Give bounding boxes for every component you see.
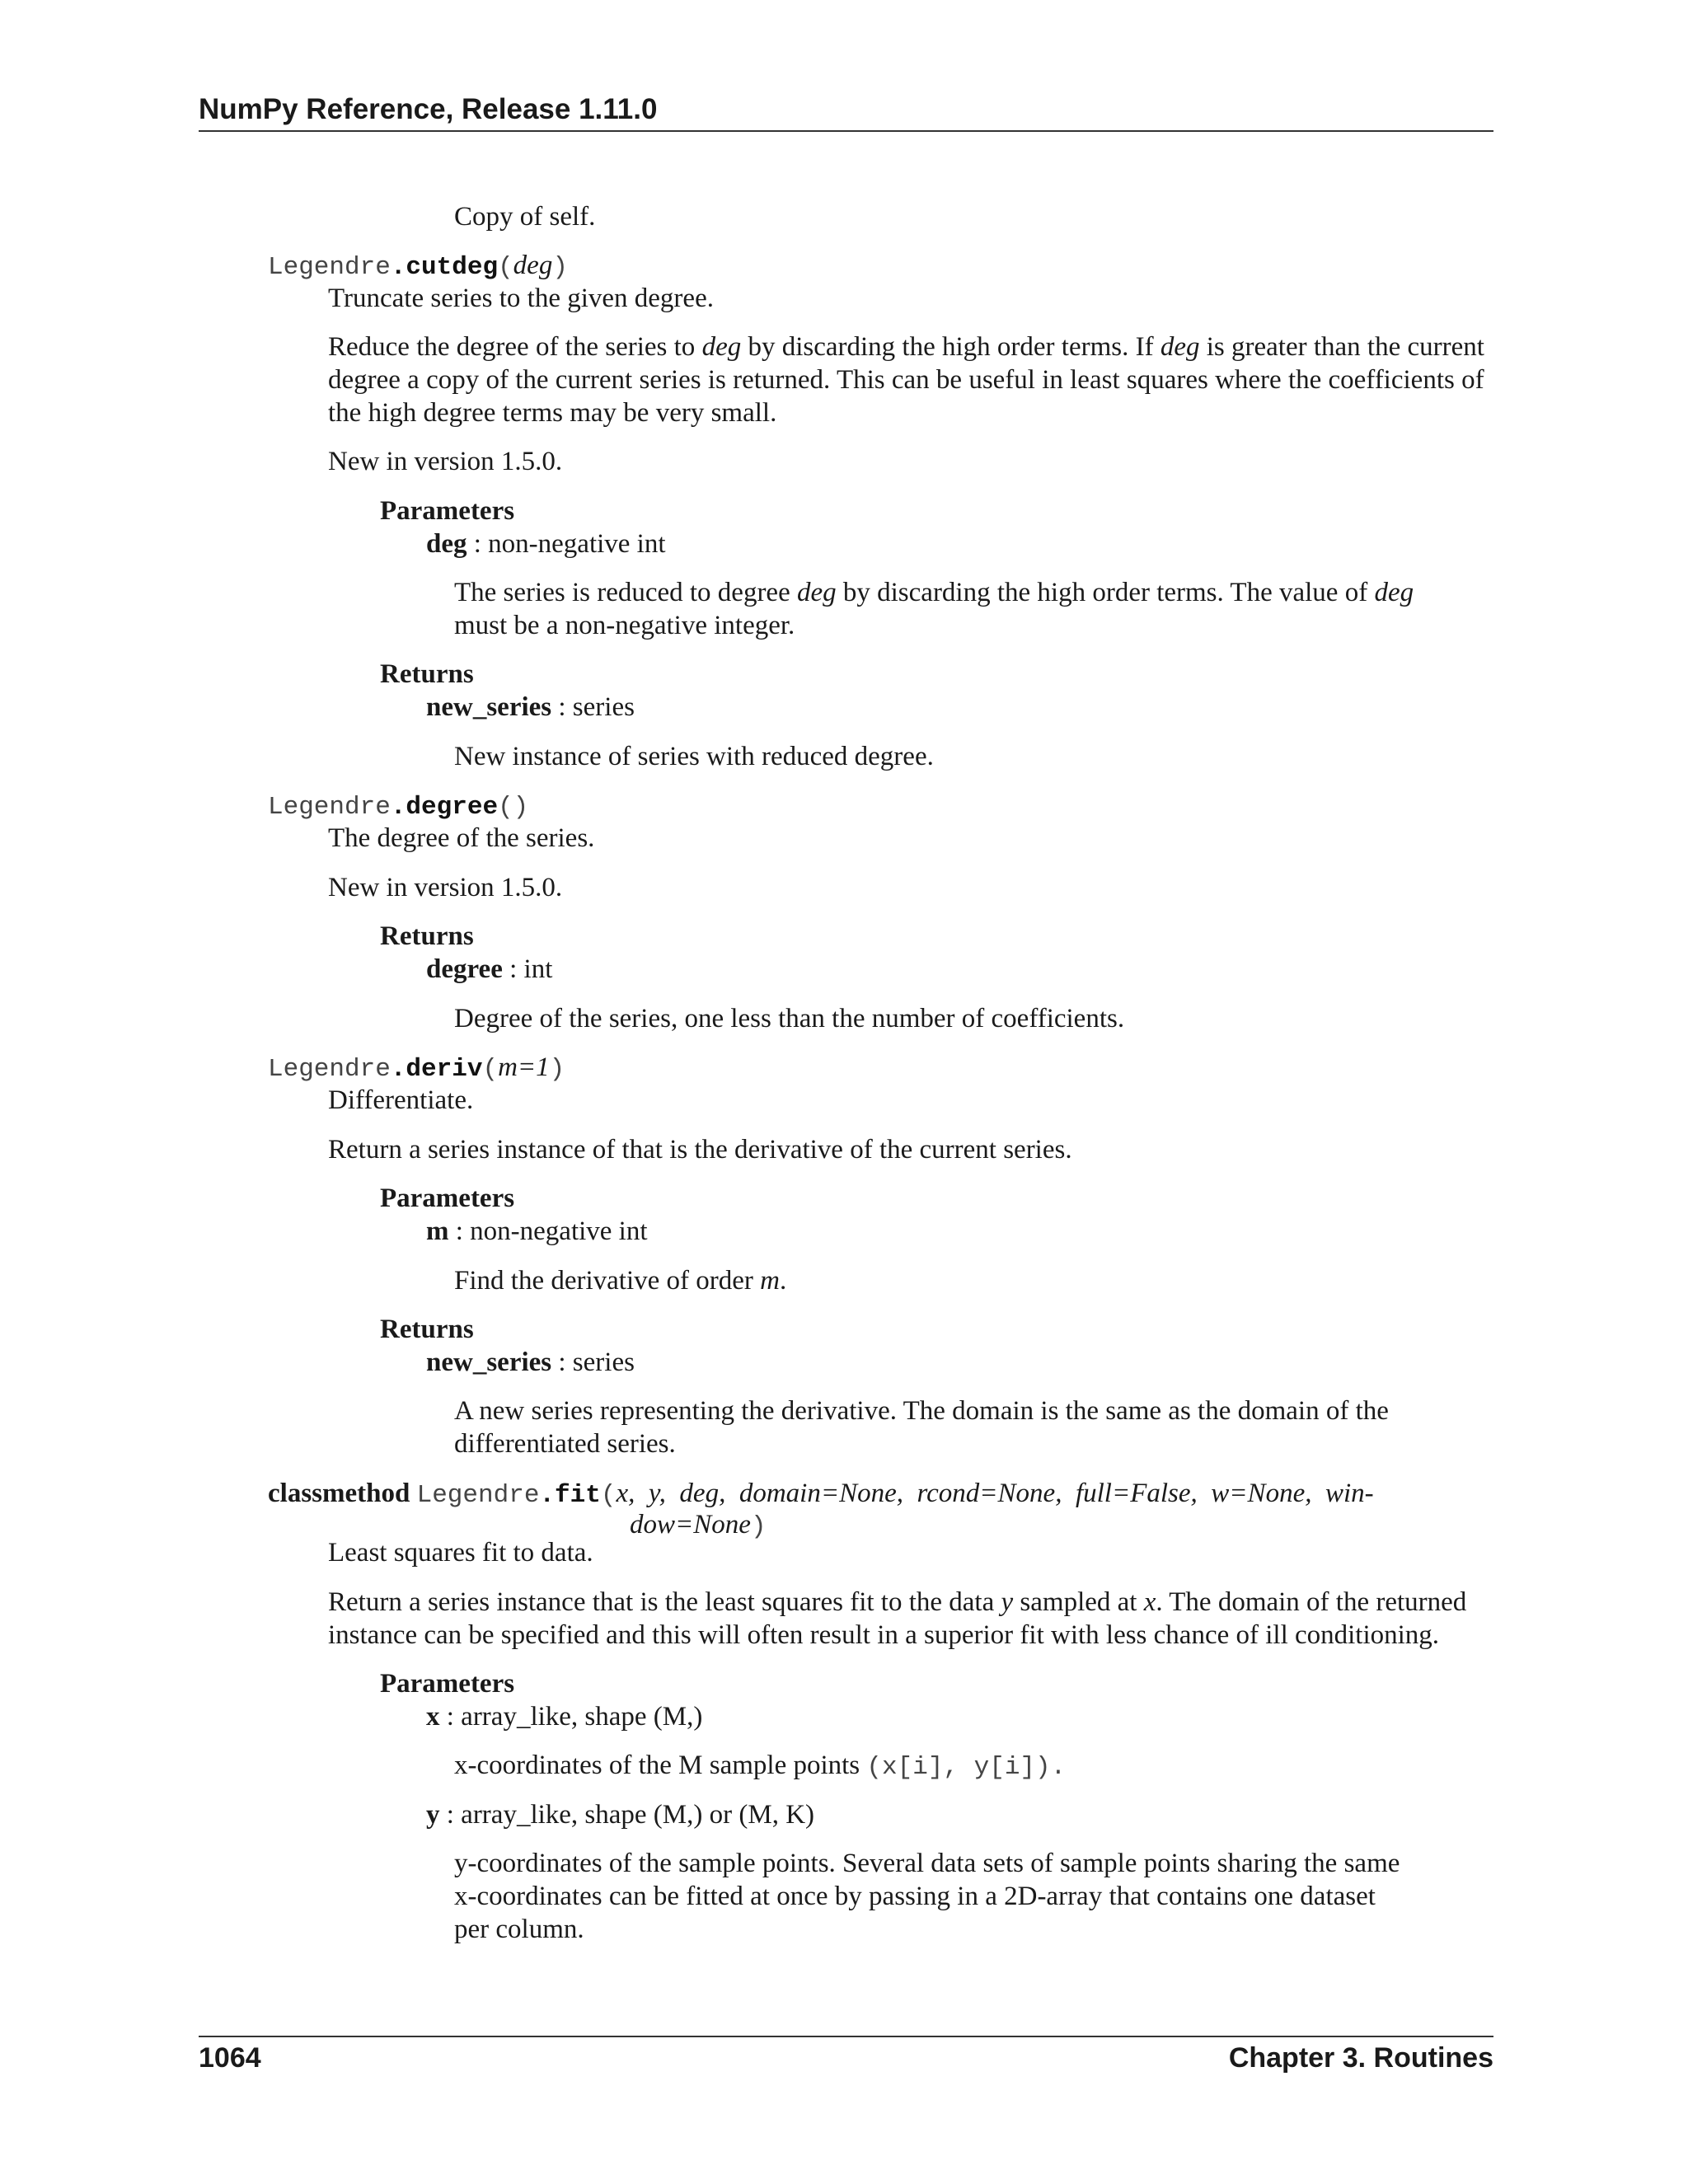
cutdeg-return-desc: New instance of series with reduced degree. (454, 742, 934, 771)
label: Returns (380, 659, 474, 689)
param-type: : array_like, shape (M,) (439, 1702, 703, 1732)
return-name: new_series (426, 1347, 552, 1377)
cutdeg-desc-line3: the high degree terms may be very small. (328, 398, 777, 428)
fit-param-y-desc-line1: y-coordinates of the sample points. Several data sets of sample points sharing the same (454, 1849, 1400, 1878)
text: Reduce the degree of the series to (328, 332, 702, 362)
text: . The domain of the returned (1156, 1587, 1467, 1617)
cutdeg-version: New in version 1.5.0. (328, 447, 563, 476)
copy-return-desc: Copy of self. (454, 202, 596, 232)
return-type: : series (551, 692, 635, 722)
deriv-param-desc (454, 1264, 786, 1297)
text: by discarding the high order terms. If (741, 332, 1160, 362)
page-number: 1064 (199, 2042, 261, 2074)
cutdeg-param-desc-line1 (454, 576, 1414, 609)
cutdeg-desc-line1 (328, 330, 1484, 363)
fit-param-y (426, 1798, 814, 1831)
cutdeg-params-label (380, 494, 514, 527)
text-em: deg (1160, 332, 1200, 362)
cutdeg-desc-line2: degree a copy of the current series is returned. This can be useful in least squares where the coefficients of (328, 365, 1484, 395)
label: Parameters (380, 1183, 515, 1213)
label: Parameters (380, 1669, 515, 1699)
deriv-arg: m=1 (498, 1052, 550, 1082)
page-header-title: NumPy Reference, Release 1.11.0 (199, 93, 658, 125)
cutdeg-signature (268, 249, 568, 284)
text: x-coordinates of the M sample points (454, 1750, 867, 1780)
fit-signature (268, 1477, 1374, 1512)
text-em: x (1143, 1587, 1156, 1617)
param-name: x (426, 1702, 440, 1732)
text: sampled at (1013, 1587, 1144, 1617)
param-type: : array_like, shape (M,) or (M, K) (439, 1800, 815, 1830)
cutdeg-param-desc-line2: must be a non-negative integer. (454, 611, 795, 640)
deriv-return-desc-line2: differentiated series. (454, 1429, 676, 1459)
return-type: : int (502, 954, 553, 984)
fit-method-name: .fit (539, 1481, 601, 1510)
cutdeg-returns-label (380, 658, 474, 691)
param-type: : non-negative int (448, 1216, 648, 1246)
cutdeg-method-name: .cutdeg (390, 253, 499, 282)
degree-summary: The degree of the series. (328, 823, 595, 853)
deriv-method-name: .deriv (390, 1055, 483, 1084)
chapter-label: Chapter 3. Routines (1228, 2042, 1493, 2074)
deriv-params-label (380, 1182, 514, 1215)
text-em: deg (796, 578, 837, 607)
deriv-return-desc-line1: A new series representing the derivative. The domain is the same as the domain of the (454, 1396, 1389, 1426)
fit-desc-line2: instance can be specified and this will often result in a superior fit with less chance of ill conditioning. (328, 1620, 1440, 1650)
cutdeg-close: ) (552, 253, 568, 282)
label: Parameters (380, 496, 515, 526)
param-type: : non-negative int (467, 529, 666, 559)
fit-open: ( (600, 1481, 617, 1510)
deriv-class: Legendre (268, 1055, 391, 1084)
return-type: : series (551, 1347, 635, 1377)
param-name: deg (426, 529, 467, 559)
text: The series is reduced to degree (454, 578, 797, 607)
deriv-summary: Differentiate. (328, 1085, 474, 1115)
degree-method-name: .degree (390, 793, 499, 822)
deriv-param-m (426, 1215, 648, 1248)
param-name: m (426, 1216, 449, 1246)
text: . (779, 1266, 787, 1296)
fit-args-line2: dow=None (630, 1510, 751, 1540)
return-name: new_series (426, 692, 552, 722)
fit-params-label (380, 1667, 514, 1700)
label: Returns (380, 1315, 474, 1344)
text-em: deg (1374, 578, 1414, 607)
fit-args-line1: x, y, deg, domain=None, rcond=None, full=False, w=None, win- (616, 1479, 1374, 1508)
degree-returns-label (380, 920, 474, 953)
degree-signature (268, 789, 528, 824)
degree-version: New in version 1.5.0. (328, 873, 563, 902)
cutdeg-open: ( (498, 253, 513, 282)
degree-parens: () (498, 793, 529, 822)
text-em: deg (701, 332, 742, 362)
deriv-close: ) (549, 1055, 565, 1084)
fit-param-x-desc (454, 1749, 1066, 1784)
cutdeg-summary: Truncate series to the given degree. (328, 284, 714, 313)
text: Find the derivative of order (454, 1266, 761, 1296)
return-name: degree (426, 954, 503, 984)
deriv-desc: Return a series instance of that is the derivative of the current series. (328, 1135, 1072, 1165)
fit-signature-cont (630, 1508, 767, 1544)
degree-return-desc: Degree of the series, one less than the number of coefficients. (454, 1004, 1125, 1033)
text: Return a series instance that is the least squares fit to the data (328, 1587, 1001, 1617)
cutdeg-class: Legendre (268, 253, 391, 282)
fit-param-x (426, 1700, 702, 1733)
text-em: y (1001, 1587, 1014, 1617)
footer-rule (199, 2036, 1493, 2037)
fit-desc-line1 (328, 1586, 1466, 1619)
param-name: y (426, 1800, 440, 1830)
text: by discarding the high order terms. The value of (836, 578, 1375, 607)
code-inline: (x[i], y[i]). (866, 1753, 1067, 1782)
fit-close: ) (750, 1512, 767, 1541)
header-rule (199, 130, 1493, 132)
fit-summary: Least squares fit to data. (328, 1538, 593, 1568)
text-em: m (760, 1266, 780, 1296)
text: is greater than the current (1199, 332, 1484, 362)
deriv-open: ( (482, 1055, 499, 1084)
degree-return-degree (426, 953, 552, 986)
deriv-return-new-series (426, 1346, 635, 1379)
cutdeg-param-deg (426, 527, 666, 560)
fit-classmethod-prefix: classmethod (268, 1479, 410, 1508)
fit-param-y-desc-line3: per column. (454, 1915, 584, 1944)
fit-param-y-desc-line2: x-coordinates can be fitted at once by passing in a 2D-array that contains one dataset (454, 1882, 1376, 1911)
fit-class: Legendre (416, 1481, 540, 1510)
cutdeg-arg: deg (513, 251, 553, 280)
label: Returns (380, 921, 474, 951)
degree-class: Legendre (268, 793, 391, 822)
deriv-returns-label (380, 1313, 474, 1346)
cutdeg-return-new-series (426, 691, 635, 724)
deriv-signature (268, 1051, 565, 1086)
